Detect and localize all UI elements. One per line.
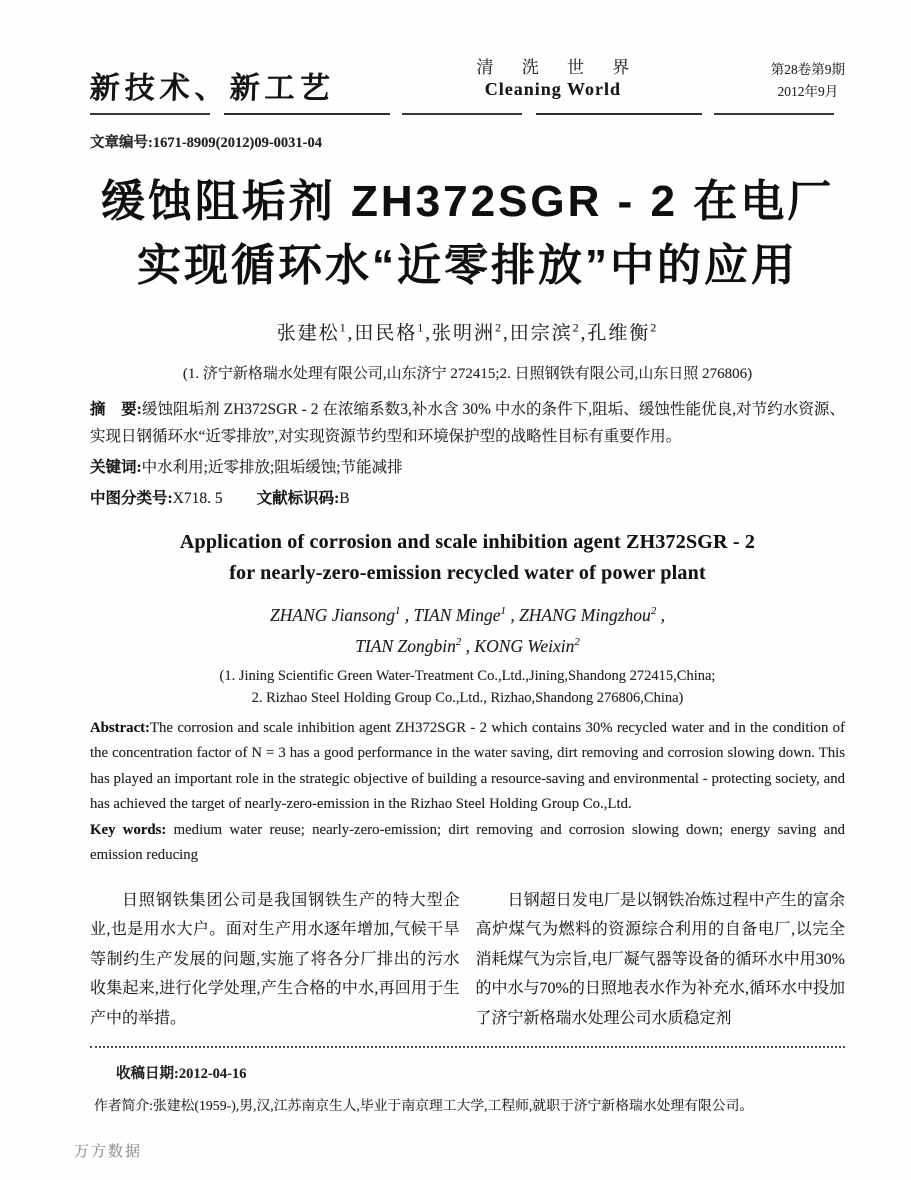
keywords-en [90, 818, 845, 869]
journal-title-en: Cleaning World [484, 79, 621, 100]
journal-title-block [465, 55, 642, 101]
author-name: 张建松 [276, 323, 340, 344]
abstract-en [90, 716, 845, 818]
authors-en-line1 [90, 598, 845, 629]
abstract-cn [90, 396, 845, 450]
affiliation-en-line2: 2. Rizhao Steel Holding Group Co.,Ltd., Rizhao,Shandong 276806,China) [251, 689, 684, 706]
author-name: 孔维衡 [587, 323, 651, 344]
body-columns [90, 886, 845, 1034]
section-label: 新技术、新工艺 [89, 72, 336, 105]
author-sup: 2 [574, 635, 580, 648]
author-sup: 2 [650, 321, 659, 335]
abstract-en-text: The corrosion and scale inhibition agent ZH372SGR - 2 which contains 30% recycled water and in the condition of the concentration factor of N = 3 has a good performance in the water saving, dirt removing and corrosion slowing down. This has played an important role in the strategic objective of building a resource-saving and environmental - protecting society, and has achieved the target of nearly-zero-emission in the Rizhao Steel Holding Group Co.,Ltd. [90, 719, 845, 813]
author-name: TIAN Zongbin [355, 635, 456, 656]
affiliation-en [90, 665, 845, 709]
author-name: 张明洲 [432, 323, 496, 344]
author-sup: 2 [495, 321, 503, 335]
authors-cn [90, 318, 845, 345]
journal-header [90, 55, 845, 107]
author-sup: 1 [500, 605, 506, 617]
author-sep: , [580, 323, 588, 344]
author-name: 田宗滨 [509, 323, 573, 344]
authors-en-line2 [90, 629, 845, 660]
article-number: 文章编号:1671-8909(2012)09-0031-04 [90, 135, 322, 151]
author-name: 田民格 [354, 323, 418, 344]
received-date: 收稿日期:2012-04-16 [116, 1066, 247, 1083]
author-name: ZHANG Jiansong [270, 604, 395, 625]
header-divider [90, 113, 845, 115]
author-name: KONG Weixin [474, 635, 575, 656]
watermark: 万方数据 [74, 1144, 143, 1160]
keywords-cn-text: 中水利用;近零排放;阻垢缓蚀;节能减排 [141, 459, 403, 476]
author-sep: , [347, 323, 355, 344]
paper-title-cn-line1: 缓蚀阻垢剂 ZH372SGR - 2 在电厂 [100, 177, 835, 226]
authors-en [90, 598, 845, 660]
author-name: ZHANG Mingzhou [519, 604, 651, 625]
volume-issue: 第28卷第9期 [770, 62, 845, 77]
paper-title-en-line2: for nearly-zero-emission recycled water of power plant [229, 562, 706, 584]
body-paragraph-left: 日照钢铁集团公司是我国钢铁生产的特大型企业,也是用水大户。面对生产用水逐年增加,气候干旱等制约生产发展的问题,实施了将各分厂排出的污水收集起来,进行化学处理,产生合格的中水,再回用于生产中的举措。 [90, 891, 460, 1027]
clc-label: 中图分类号: [90, 490, 173, 507]
paper-title-cn [90, 170, 845, 298]
author-sep: , [461, 635, 475, 656]
author-sep: , [425, 323, 433, 344]
keywords-en-text: medium water reuse; nearly-zero-emission; dirt removing and corrosion slowing down; energy saving and emission reducing [90, 821, 845, 864]
body-column-right [476, 886, 846, 1034]
affiliation-cn: (1. 济宁新格瑞水处理有限公司,山东济宁 272415;2. 日照钢铁有限公司,山东日照 276806) [182, 366, 753, 382]
doc-code-label: 文献标识码: [256, 490, 340, 507]
author-sup: 2 [650, 605, 657, 617]
issue-date: 2012年9月 [777, 83, 839, 99]
affiliation-en-line1: (1. Jining Scientific Green Water-Treatment Co.,Ltd.,Jining,Shandong 272415,China; [219, 667, 716, 684]
paper-title-en [90, 527, 845, 589]
keywords-en-label: Key words: [90, 821, 167, 838]
journal-title-cn: 清 洗 世 界 [476, 58, 642, 77]
author-sep: , [656, 604, 665, 625]
author-sup: 2 [455, 635, 462, 648]
abstract-en-label: Abstract: [90, 719, 150, 736]
author-name: TIAN Minge [413, 604, 501, 625]
body-column-left [90, 886, 460, 1034]
doc-code-value: B [339, 490, 350, 507]
body-paragraph-right: 日钢超日发电厂是以钢铁冶炼过程中产生的富余高炉煤气为燃料的资源综合利用的自备电厂,以完全消耗煤气为宗旨,电厂凝气器等设备的循环水中用30%的中水与70%的日照地表水作为补充水,循环水中投加了济宁新格瑞水处理公司水质稳定剂 [475, 891, 845, 1027]
paper-title-cn-line2: 实现循环水“近零排放”中的应用 [137, 241, 798, 290]
author-sep: , [505, 604, 520, 625]
author-bio: 作者简介:张建松(1959-),男,汉,江苏南京生人,毕业于南京理工大学,工程师,就职于济宁新格瑞水处理有限公司。 [94, 1098, 754, 1114]
author-sup: 2 [572, 321, 581, 335]
paper-title-en-line1: Application of corrosion and scale inhibition agent ZH372SGR - 2 [179, 531, 756, 553]
author-sup: 1 [417, 321, 426, 335]
keywords-cn-label: 关键词: [90, 459, 142, 476]
author-sep: , [502, 323, 510, 344]
keywords-cn [90, 455, 845, 477]
author-sep: , [400, 604, 414, 625]
author-sup: 1 [394, 605, 401, 617]
issue-info [771, 55, 845, 102]
author-sup: 1 [339, 321, 348, 335]
abstract-cn-text: 缓蚀阻垢剂 ZH372SGR - 2 在浓缩系数3,补水含 30% 中水的条件下,阻垢、缓蚀性能优良,对节约水资源、实现日钢循环水“近零排放”,对实现资源节约型和环境保护型的战略性目标有重要作用。 [90, 401, 845, 445]
clc-value: X718. 5 [172, 490, 223, 507]
classification-line [90, 486, 845, 508]
footnote-divider [90, 1046, 845, 1048]
abstract-cn-label: 摘 要: [90, 401, 142, 418]
